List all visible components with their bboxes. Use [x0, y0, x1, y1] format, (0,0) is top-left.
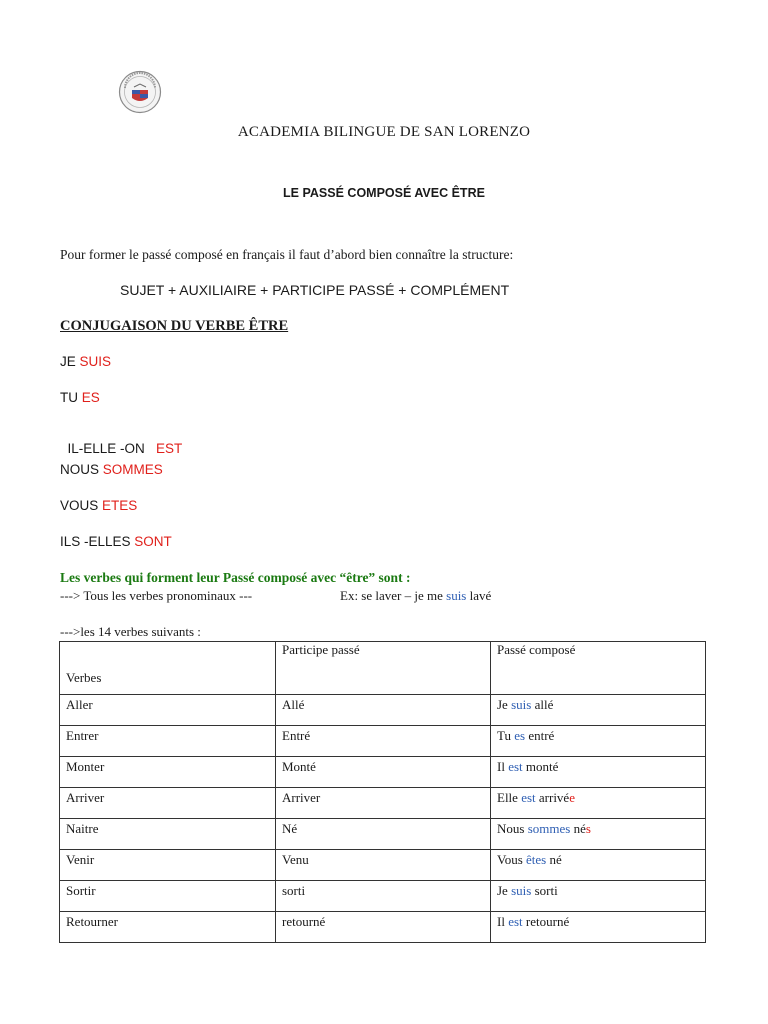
conjugation-subject: ILS -ELLES [60, 534, 135, 549]
pc-subject: Je [497, 697, 512, 712]
conjugation-row [60, 354, 111, 369]
pc-auxiliary: suis [511, 697, 532, 712]
pc-participle: allé [531, 697, 554, 712]
passe-compose-cell [491, 726, 706, 757]
conjugation-row [60, 498, 137, 513]
column-header-passe-compose: Passé composé [491, 642, 706, 695]
passe-compose-cell [491, 881, 706, 912]
conjugation-row [60, 462, 163, 477]
intro-text: Pour former le passé composé en français il faut d’abord bien connaître la structure: [60, 247, 514, 262]
pc-subject: Nous [497, 821, 528, 836]
participle-cell: Entré [276, 726, 491, 757]
conjugation-verb: EST [156, 441, 183, 456]
pc-agreement: e [569, 790, 575, 805]
table-row [60, 881, 706, 912]
participle-cell: retourné [276, 912, 491, 943]
passe-compose-cell [491, 788, 706, 819]
example-prefix: Ex: se laver – je me [340, 588, 447, 603]
pc-participle: retourné [522, 914, 570, 929]
table-row [60, 912, 706, 943]
pc-auxiliary: suis [511, 883, 532, 898]
participle-cell: Arriver [276, 788, 491, 819]
pc-participle: monté [522, 759, 559, 774]
verbs-etre-heading: Les verbes qui forment leur Passé composé avec “être” sont : [60, 570, 411, 585]
conjugation-subject: JE [60, 354, 80, 369]
table-row [60, 850, 706, 881]
conjugation-verb: SOMMES [102, 462, 163, 477]
table-row [60, 726, 706, 757]
pc-subject: Vous [497, 852, 527, 867]
passe-compose-cell [491, 850, 706, 881]
example-suffix: lavé [466, 588, 492, 603]
pc-participle: arrivé [535, 790, 570, 805]
participle-cell: Monté [276, 757, 491, 788]
conjugation-row [60, 390, 100, 405]
table-row [60, 757, 706, 788]
conjugation-verb: SONT [134, 534, 172, 549]
table-header-row [60, 642, 706, 695]
table-row [60, 819, 706, 850]
column-header-participe: Participe passé [276, 642, 491, 695]
conjugation-subject: VOUS [60, 498, 103, 513]
verb-cell: Sortir [60, 881, 276, 912]
pc-subject: Il [497, 759, 509, 774]
pc-participle: né [546, 852, 562, 867]
conjugation-row [60, 426, 182, 456]
conjugation-heading: CONJUGAISON DU VERBE ÊTRE [60, 318, 289, 334]
verb-cell: Retourner [60, 912, 276, 943]
conjugation-verb: ES [81, 390, 100, 405]
verb-cell: Aller [60, 695, 276, 726]
passe-compose-cell [491, 757, 706, 788]
verbs-table [59, 641, 706, 943]
pc-auxiliary: êtes [526, 852, 547, 867]
pc-participle: né [570, 821, 586, 836]
pc-subject: Elle [497, 790, 522, 805]
pc-subject: Je [497, 883, 512, 898]
fourteen-verbs-label: --->les 14 verbes suivants : [60, 624, 201, 639]
pronominal-verbs-note: ---> Tous les verbes pronominaux --- [60, 588, 253, 603]
pc-subject: Tu [497, 728, 515, 743]
pc-auxiliary: est [508, 759, 523, 774]
example-auxiliary: suis [446, 588, 467, 603]
pc-agreement: s [585, 821, 591, 836]
passe-compose-cell [491, 695, 706, 726]
passe-compose-cell [491, 912, 706, 943]
pc-auxiliary: est [521, 790, 536, 805]
verb-cell: Monter [60, 757, 276, 788]
verb-cell: Naitre [60, 819, 276, 850]
page-title: LE PASSÉ COMPOSÉ AVEC ÊTRE [283, 186, 485, 200]
pc-auxiliary: est [508, 914, 523, 929]
pc-auxiliary: es [514, 728, 526, 743]
pc-auxiliary: sommes [527, 821, 571, 836]
pronominal-example [340, 588, 491, 604]
conjugation-verb: SUIS [79, 354, 112, 369]
table-row [60, 695, 706, 726]
participle-cell: Allé [276, 695, 491, 726]
verb-cell: Entrer [60, 726, 276, 757]
pc-participle: entré [525, 728, 555, 743]
structure-formula: SUJET + AUXILIAIRE + PARTICIPE PASSÉ + COMPLÉMENT [120, 282, 510, 298]
conjugation-subject: TU [60, 390, 82, 405]
pc-subject: Il [497, 914, 509, 929]
passe-compose-cell [491, 819, 706, 850]
verb-cell: Venir [60, 850, 276, 881]
school-crest-icon [118, 70, 162, 114]
school-name: ACADEMIA BILINGUE DE SAN LORENZO [237, 124, 531, 140]
column-header-verbes: Verbes [60, 642, 276, 695]
conjugation-subject: IL-ELLE -ON [67, 441, 157, 456]
conjugation-row [60, 534, 172, 549]
participle-cell: Né [276, 819, 491, 850]
participle-cell: sorti [276, 881, 491, 912]
conjugation-verb: ETES [102, 498, 138, 513]
verb-cell: Arriver [60, 788, 276, 819]
participle-cell: Venu [276, 850, 491, 881]
table-row [60, 788, 706, 819]
pc-participle: sorti [531, 883, 558, 898]
conjugation-subject: NOUS [60, 462, 103, 477]
